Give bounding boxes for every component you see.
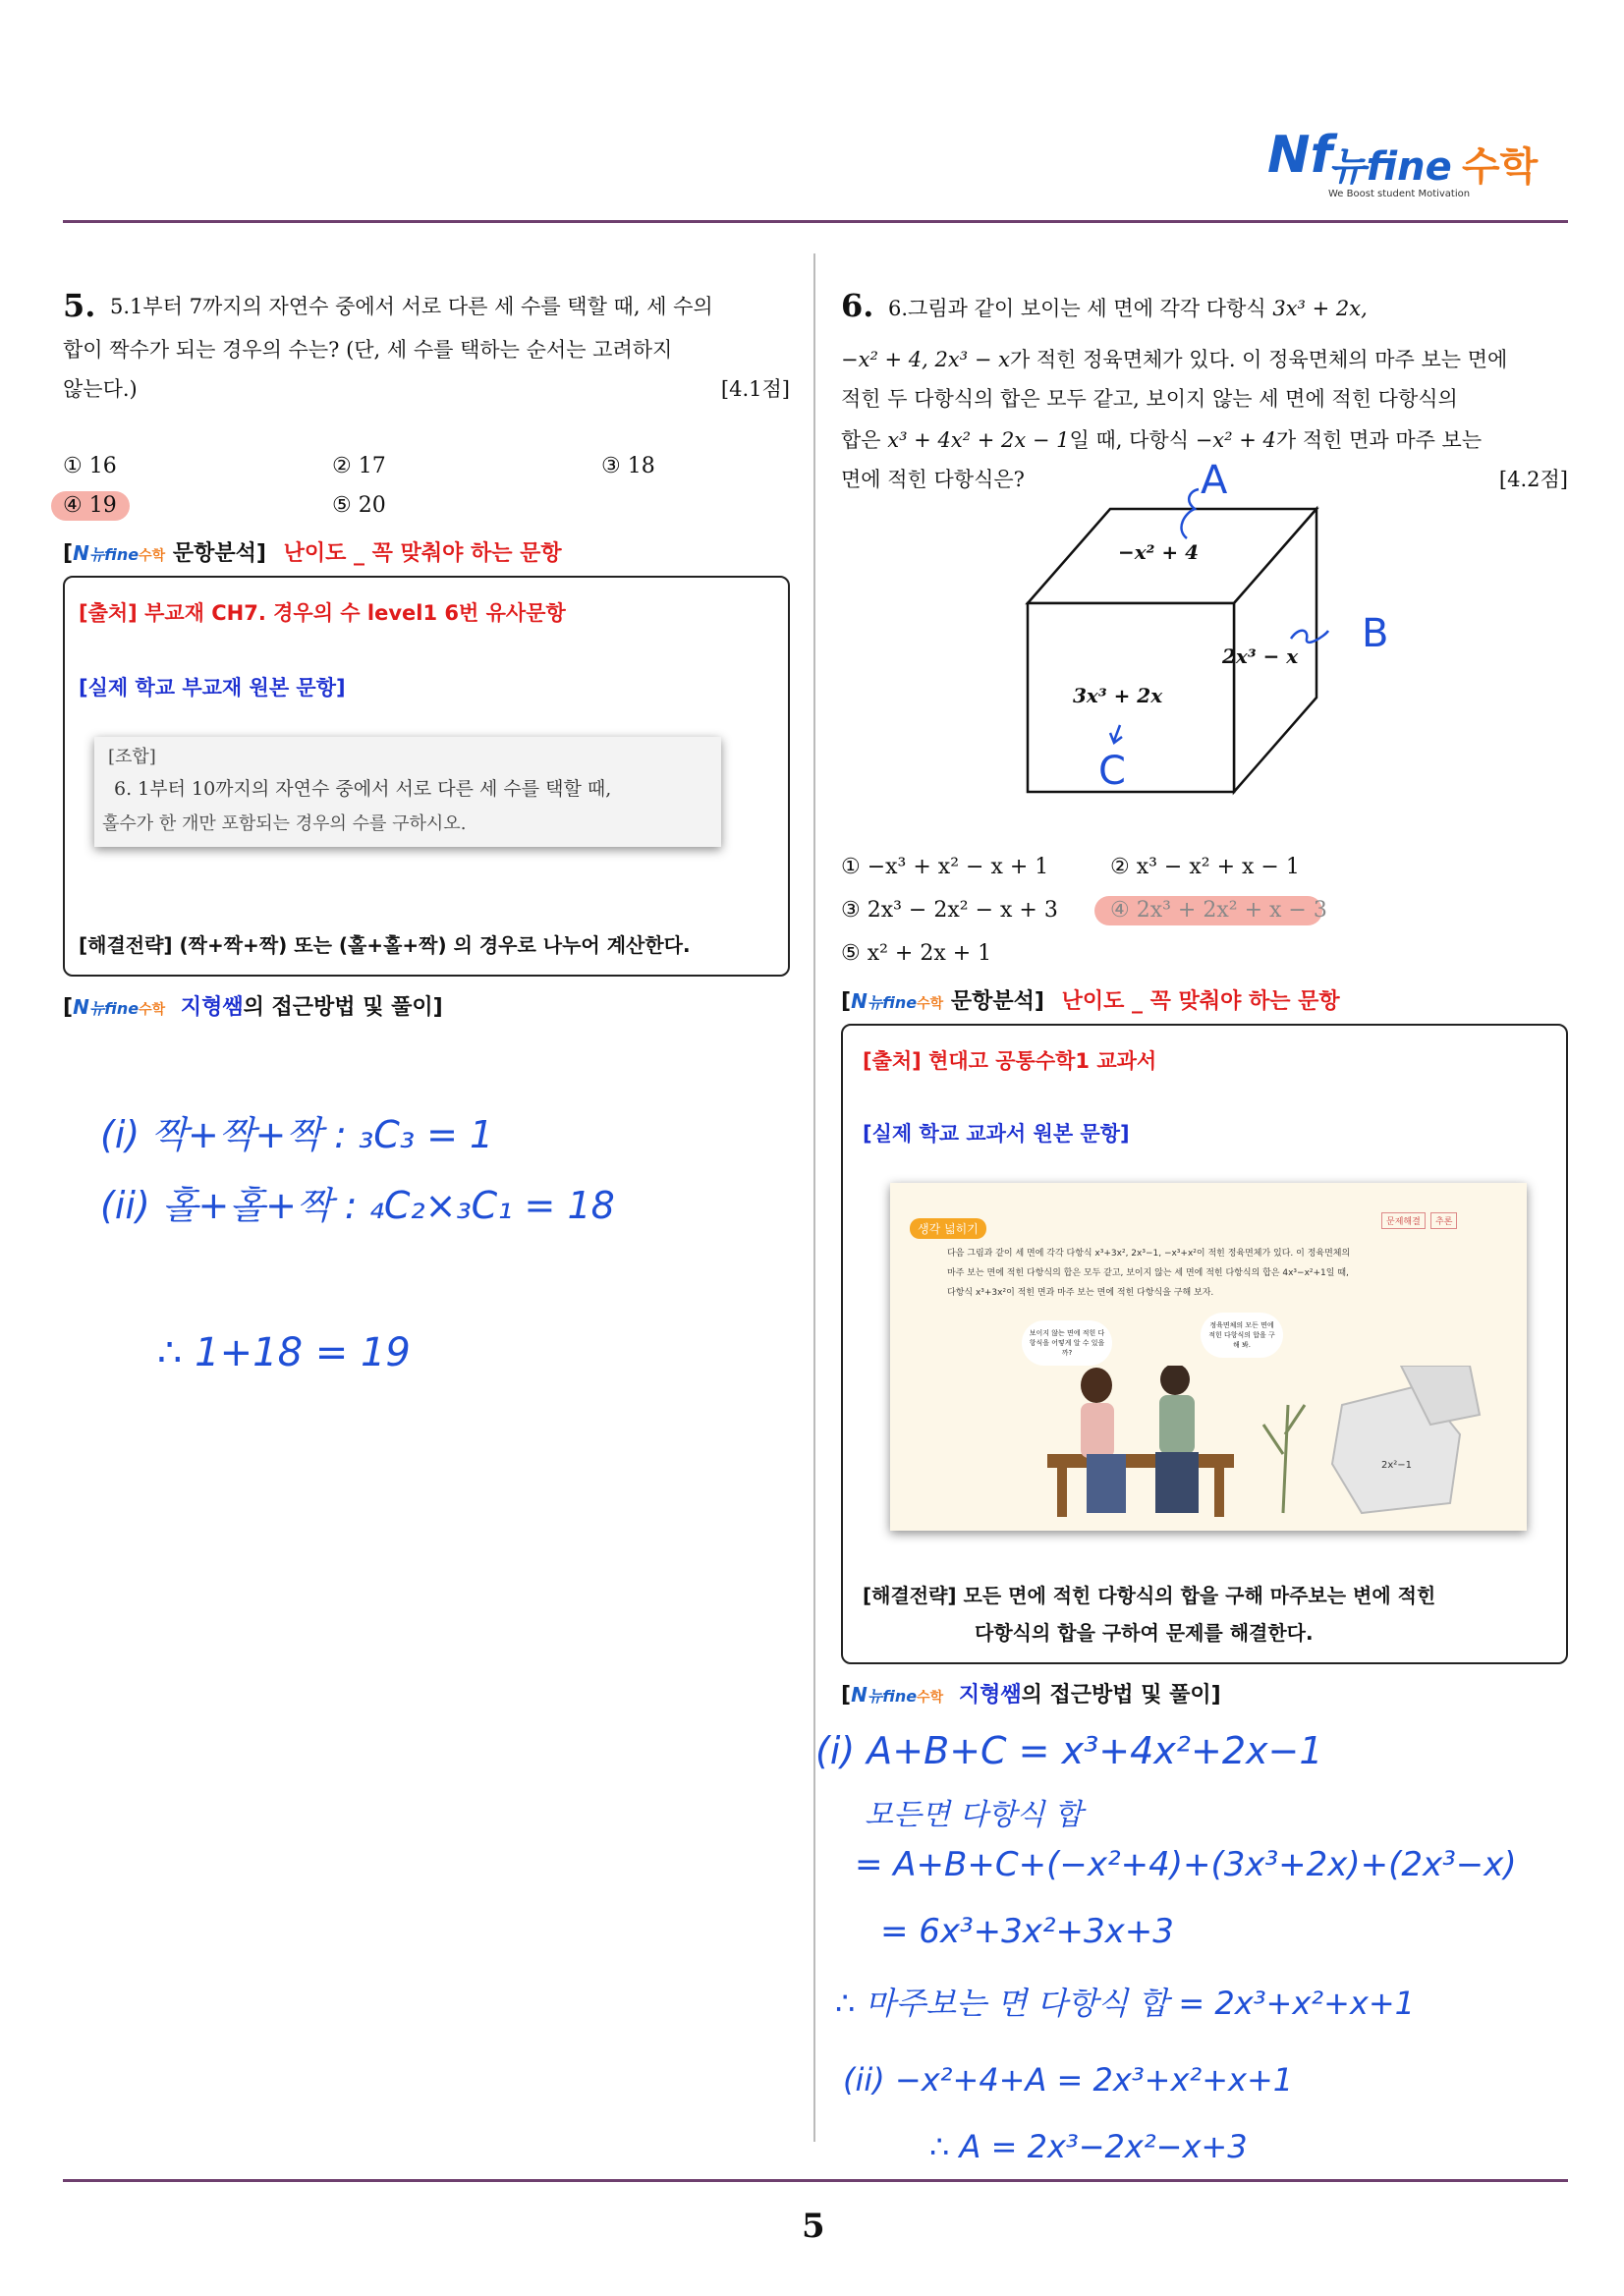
q5-points: [4.1점]	[720, 377, 790, 401]
q5-solution-line3: ∴ 1+18 = 19	[157, 1330, 411, 1375]
q6-text-line3: 적힌 두 다항식의 합은 모두 같고, 보이지 않는 세 면에 적힌 다항식의	[841, 387, 1458, 411]
q6-solution-line2: 모든면 다항식 합	[865, 1798, 1083, 1832]
q6-text-line4-mid: 일 때, 다항식	[1069, 428, 1196, 452]
bottom-rule	[63, 2179, 1568, 2182]
q5-choice-1[interactable]: ① 16	[63, 454, 117, 478]
q6-approach-logo-text: 뉴fine	[867, 1687, 918, 1706]
q5-number: 5.	[63, 287, 96, 324]
q5-analysis-box	[63, 576, 790, 977]
textbook-badge: 생각 넓히기	[910, 1218, 986, 1239]
q6-textbook-image	[890, 1183, 1527, 1531]
q6-analysis-box	[841, 1024, 1568, 1664]
q6-analysis-title: 문항분석]	[943, 989, 1044, 1014]
textbook-tab-1: 문제해결	[1381, 1212, 1426, 1229]
cube-label-b: B	[1362, 611, 1389, 656]
q6-solution-line6: (ii) −x²+4+A = 2x³+x²+x+1	[843, 2061, 1294, 2099]
q6-strategy-line1: [해결전략] 모든 면에 적힌 다항식의 합을 구해 마주보는 변에 적힌	[863, 1584, 1436, 1607]
q6-text-line4	[841, 424, 1482, 454]
textbook-bubble-left: 보이지 않는 면에 적힌 다항식을 어떻게 알 수 있을까?	[1022, 1320, 1112, 1366]
q5-solution-line1: (i) 짝+짝+짝 : ₃C₃ = 1	[100, 1113, 494, 1156]
q6-strategy-line2: 다항식의 합을 구하여 문제를 해결한다.	[975, 1621, 1314, 1645]
q6-analysis-header	[841, 984, 1340, 1015]
q6-choice-5[interactable]: ⑤ x² + 2x + 1	[841, 941, 992, 966]
q5-analysis-logo-text: 뉴fine	[88, 545, 140, 564]
logo-nf: Nf	[1267, 126, 1333, 185]
textbook-line2: 마주 보는 면에 적힌 다항식의 합은 모두 같고, 보이지 않는 세 면에 적힌 다항식의 합은 4x³−x²+1일 때,	[947, 1268, 1349, 1278]
brand-logo	[1267, 126, 1562, 204]
logo-tagline: We Boost student Motivation	[1328, 189, 1471, 199]
cube-label-a: A	[1201, 458, 1228, 503]
q5-strategy: [해결전략] (짝+짝+짝) 또는 (홀+홀+짝) 의 경우로 나누어 계산한다.	[79, 933, 691, 957]
q5-solution-line2: (ii) 홀+홀+짝 : ₄C₂×₃C₁ = 18	[100, 1184, 615, 1227]
q6-choice-2[interactable]: ② x³ − x² + x − 1	[1110, 855, 1300, 879]
textbook-illustration	[1037, 1366, 1489, 1523]
q6-text-line4-math2: −x² + 4	[1195, 428, 1276, 452]
q5-original-line2: 홀수가 한 개만 포함되는 경우의 수를 구하시오.	[102, 813, 467, 834]
q5-source: [출처] 부교재 CH7. 경우의 수 level1 6번 유사문항	[79, 601, 566, 625]
q5-approach-suffix: 의 접근방법 및 풀이]	[243, 995, 443, 1020]
q5-analysis-title: 문항분석]	[165, 541, 266, 566]
q5-approach-logo-icon: N	[73, 995, 89, 1019]
cube-label-c: C	[1098, 749, 1126, 794]
textbook-dice-text: 2x²−1	[1381, 1460, 1413, 1471]
q6-text-line4-post: 가 적힌 면과 마주 보는	[1275, 428, 1483, 452]
q6-solution-line1: (i) A+B+C = x³+4x²+2x−1	[815, 1729, 1323, 1772]
q6-original-label: [실제 학교 교과서 원본 문항]	[863, 1122, 1130, 1146]
q6-solution-line3: = A+B+C+(−x²+4)+(3x³+2x)+(2x³−x)	[855, 1845, 1517, 1884]
q6-approach-header	[841, 1678, 1221, 1708]
logo-text: 뉴fine	[1328, 144, 1452, 190]
q5-analysis-header	[63, 536, 562, 567]
q6-choice-1[interactable]: ① −x³ + x² − x + 1	[841, 855, 1049, 879]
q6-difficulty: 난이도 _ 꼭 맞춰야 하는 문항	[1061, 989, 1340, 1014]
q5-approach-name: 지형쌤	[180, 995, 244, 1020]
cube-side-label: 2x³ − x	[1222, 644, 1299, 668]
q6-approach-logo-icon: N	[851, 1683, 868, 1707]
q6-text-line5: 면에 적힌 다항식은?	[841, 468, 1025, 491]
q6-approach-name: 지형쌤	[958, 1683, 1022, 1708]
q6-solution-line7: ∴ A = 2x³−2x²−x+3	[929, 2128, 1248, 2165]
q5-approach-logo-text: 뉴fine	[88, 999, 140, 1018]
textbook-line1: 다음 그림과 같이 세 면에 각각 다항식 x³+3x², 2x³−1, −x³+x²이 적힌 정육면체가 있다. 이 정육면체의	[947, 1249, 1351, 1259]
q6-text-line4-math: x³ + 4x² + 2x − 1	[887, 428, 1070, 452]
q6-solution-line4: = 6x³+3x²+3x+3	[880, 1912, 1174, 1951]
q5-approach-logo-math: 수학	[139, 1002, 166, 1018]
q5-approach-bracket: [	[63, 995, 74, 1020]
q5-choice-4[interactable]: ④ 19	[63, 493, 117, 518]
q6-choice-4[interactable]: ④ 2x³ + 2x² + x − 3	[1110, 898, 1327, 923]
q6-approach-bracket: [	[841, 1683, 852, 1708]
q5-original-tag: [조합]	[108, 747, 156, 767]
q6-text-line2-post: 가 적힌 정육면체가 있다. 이 정육면체의 마주 보는 면에	[1009, 348, 1508, 371]
q5-analysis-logo-math: 수학	[139, 548, 166, 564]
q5-analysis-logo-icon: N	[73, 541, 89, 565]
q6-text-line1-math: 3x³ + 2x,	[1272, 297, 1368, 320]
q5-original-label: [실제 학교 부교재 원본 문항]	[79, 676, 346, 700]
q6-choice-3[interactable]: ③ 2x³ − 2x² − x + 3	[841, 898, 1058, 923]
q5-difficulty: 난이도 _ 꼭 맞춰야 하는 문항	[283, 541, 562, 566]
q6-text-line4-pre: 합은	[841, 428, 888, 452]
q5-text-line3: 않는다.)	[63, 377, 138, 401]
q6-number: 6.	[841, 287, 874, 324]
cube-front-label: 3x³ + 2x	[1073, 684, 1163, 707]
q6-analysis-bracket: [	[841, 989, 852, 1014]
logo-math: 수학	[1462, 144, 1539, 190]
textbook-bubble-right: 정육면체의 모든 면에 적힌 다항식의 합을 구해 봐.	[1201, 1313, 1283, 1358]
q5-choice-2[interactable]: ② 17	[332, 454, 386, 478]
q6-points: [4.2점]	[1498, 468, 1568, 491]
q6-analysis-logo-math: 수학	[917, 996, 944, 1012]
q6-text-line1	[888, 293, 1368, 322]
q5-approach-header	[63, 990, 443, 1021]
q6-solution-line5: ∴ 마주보는 면 다항식 합 = 2x³+x²+x+1	[835, 1985, 1416, 2022]
q5-original-line1: 6. 1부터 10까지의 자연수 중에서 서로 다른 세 수를 택할 때,	[114, 778, 612, 800]
q5-choice-3[interactable]: ③ 18	[601, 454, 655, 478]
q5-original-problem-image	[94, 737, 721, 847]
q6-source: [출처] 현대고 공통수학1 교과서	[863, 1049, 1157, 1073]
q5-analysis-bracket: [	[63, 541, 74, 566]
page-number: 5	[802, 2207, 825, 2246]
cube-top-label: −x² + 4	[1118, 540, 1200, 564]
q5-choice-5[interactable]: ⑤ 20	[332, 493, 386, 518]
top-rule	[63, 220, 1568, 223]
textbook-line3: 다항식 x³+3x²이 적힌 면과 마주 보는 면에 적힌 다항식을 구해 보자.	[947, 1288, 1214, 1298]
q6-approach-logo-math: 수학	[917, 1690, 944, 1706]
q6-approach-suffix: 의 접근방법 및 풀이]	[1021, 1683, 1221, 1708]
q6-cube-figure	[1012, 462, 1415, 806]
q6-analysis-logo-text: 뉴fine	[867, 993, 918, 1012]
q6-analysis-logo-icon: N	[851, 989, 868, 1013]
q6-text-line2	[841, 344, 1507, 373]
column-divider	[813, 253, 815, 2142]
q6-text-line1-pre: 6.그림과 같이 보이는 세 면에 각각 다항식	[888, 297, 1273, 320]
q5-text-line2: 합이 짝수가 되는 경우의 수는? (단, 세 수를 택하는 순서는 고려하지	[63, 338, 673, 362]
q5-text-line1: 5.1부터 7까지의 자연수 중에서 서로 다른 세 수를 택할 때, 세 수의	[110, 295, 713, 318]
textbook-tab-2: 추론	[1430, 1212, 1457, 1229]
q6-text-line2-math: −x² + 4, 2x³ − x	[841, 348, 1010, 371]
